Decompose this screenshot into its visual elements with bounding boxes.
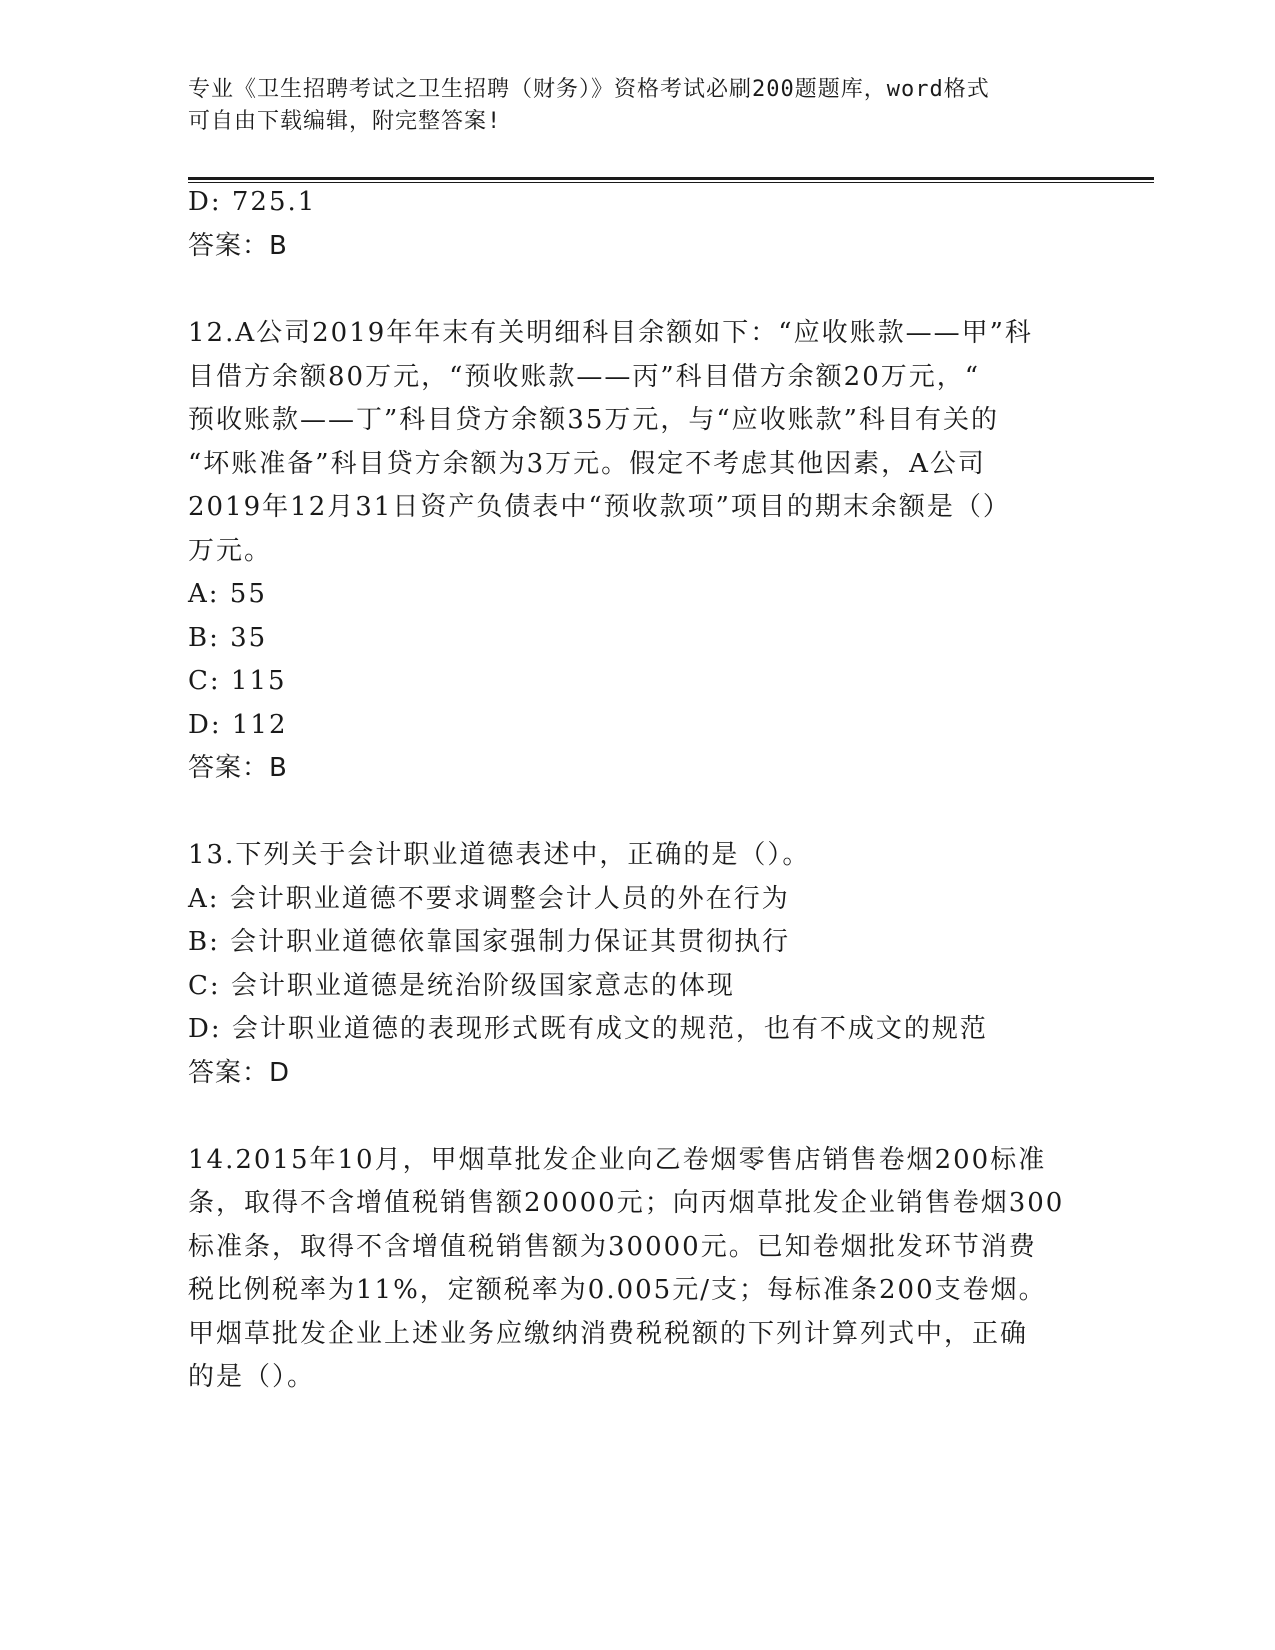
q12-option-d: D: 112 bbox=[188, 710, 288, 740]
header-divider-thick bbox=[188, 177, 1154, 180]
q14-stem-line-5: 甲烟草批发企业上述业务应缴纳消费税税额的下列计算列式中，正确 bbox=[188, 1319, 1029, 1349]
q12-stem-line-1: 12.A公司2019年年末有关明细科目余额如下：“应收账款——甲”科 bbox=[188, 318, 1033, 348]
q13-stem: 13.下列关于会计职业道德表述中，正确的是（）。 bbox=[188, 840, 811, 870]
header-title-line-1: 专业《卫生招聘考试之卫生招聘（财务）》资格考试必刷200题题库，word格式 bbox=[188, 77, 990, 102]
q12-stem-line-5: 2019年12月31日资产负债表中“预收款项”项目的期末余额是（） bbox=[188, 492, 1011, 522]
q12-stem-line-2: 目借方余额80万元，“预收账款——丙”科目借方余额20万元，“ bbox=[188, 362, 981, 392]
q14-stem-line-4: 税比例税率为11%，定额税率为0.005元/支；每标准条200支卷烟。 bbox=[188, 1275, 1047, 1305]
q14-stem-line-1: 14.2015年10月，甲烟草批发企业向乙卷烟零售店销售卷烟200标准 bbox=[188, 1145, 1047, 1175]
q11-option-d: D: 725.1 bbox=[188, 187, 317, 217]
q12-stem-line-3: 预收账款——丁”科目贷方余额35万元，与“应收账款”科目有关的 bbox=[188, 405, 999, 435]
q12-answer: 答案：B bbox=[188, 753, 288, 783]
header-divider-thin bbox=[188, 182, 1154, 183]
q13-option-d: D: 会计职业道德的表现形式既有成文的规范，也有不成文的规范 bbox=[188, 1014, 988, 1044]
q13-answer: 答案：D bbox=[188, 1058, 291, 1088]
q12-option-b: B: 35 bbox=[188, 623, 268, 653]
q11-answer: 答案：B bbox=[188, 231, 288, 261]
q14-stem-line-2: 条，取得不含增值税销售额20000元；向丙烟草批发企业销售卷烟300 bbox=[188, 1188, 1065, 1218]
q12-option-a: A: 55 bbox=[188, 579, 267, 609]
header-title-line-2: 可自由下载编辑，附完整答案! bbox=[188, 109, 502, 134]
q12-option-c: C: 115 bbox=[188, 666, 287, 696]
q12-stem-line-4: “坏账准备”科目贷方余额为3万元。假定不考虑其他因素，A公司 bbox=[188, 449, 986, 479]
q14-stem-line-6: 的是（）。 bbox=[188, 1362, 316, 1392]
page-header bbox=[188, 74, 1068, 138]
q13-option-c: C: 会计职业道德是统治阶级国家意志的体现 bbox=[188, 971, 735, 1001]
q14-stem-line-3: 标准条，取得不含增值税销售额为30000元。已知卷烟批发环节消费 bbox=[188, 1232, 1037, 1262]
q13-option-b: B: 会计职业道德依靠国家强制力保证其贯彻执行 bbox=[188, 927, 791, 957]
q13-option-a: A: 会计职业道德不要求调整会计人员的外在行为 bbox=[188, 884, 790, 914]
q12-stem-line-6: 万元。 bbox=[188, 536, 273, 566]
